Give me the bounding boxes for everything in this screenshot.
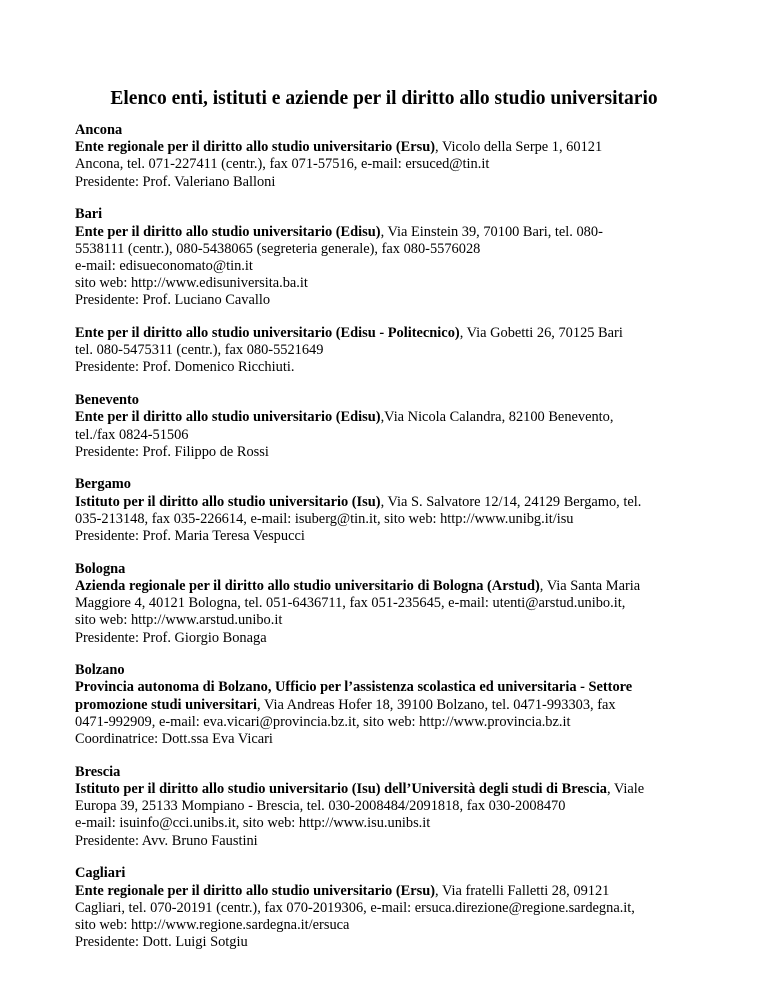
entry-line <box>75 679 715 696</box>
entry <box>75 122 715 191</box>
entry-line <box>75 764 715 781</box>
entry-line <box>75 612 715 629</box>
entry-line <box>75 865 715 882</box>
entry-bold-text: Bologna <box>75 560 126 577</box>
entry-text: , Via Santa Maria <box>539 577 641 594</box>
entry-line <box>75 174 715 191</box>
entry-line <box>75 561 715 578</box>
entry-line <box>75 325 715 342</box>
entry-text: Presidente: Prof. Domenico Ricchiuti. <box>75 359 295 376</box>
entry-line <box>75 342 715 359</box>
entry <box>75 392 715 461</box>
entry-line <box>75 714 715 731</box>
entry <box>75 561 715 647</box>
entry-text: sito web: http://www.edisuniversita.ba.it <box>75 275 308 292</box>
entry-bold-text: promozione studi universitari <box>75 696 258 713</box>
entry-text: Presidente: Prof. Filippo de Rossi <box>75 443 269 460</box>
entry-line <box>75 798 715 815</box>
page-title: Elenco enti, istituti e aziende per il diritto allo studio universitario <box>110 88 658 109</box>
entry-text: 5538111 (centr.), 080-5438065 (segreteria generale), fax 080-5576028 <box>75 240 481 257</box>
entry-bold-text: Ente per il diritto allo studio universitario (Edisu) <box>75 223 381 240</box>
entry-text: tel. 080-5475311 (centr.), fax 080-5521649 <box>75 342 324 359</box>
entry <box>75 764 715 850</box>
entry-line <box>75 444 715 461</box>
entry <box>75 662 715 748</box>
entry-bold-text: Ente regionale per il diritto allo studio universitario (Ersu) <box>75 139 436 156</box>
entry <box>75 206 715 309</box>
entry-line <box>75 122 715 139</box>
entry-line <box>75 258 715 275</box>
entry-line <box>75 731 715 748</box>
entry-line <box>75 139 715 156</box>
entry-line <box>75 578 715 595</box>
entry-bold-text: Ancona <box>75 122 123 138</box>
entry-line <box>75 241 715 258</box>
entry-line <box>75 815 715 832</box>
entry-line <box>75 392 715 409</box>
entry-text: Presidente: Prof. Valeriano Balloni <box>75 173 276 190</box>
entry-text: Presidente: Avv. Bruno Faustini <box>75 832 258 849</box>
entry-bold-text: Bergamo <box>75 476 131 493</box>
entry-text: Presidente: Prof. Maria Teresa Vespucci <box>75 528 305 545</box>
entry-line <box>75 494 715 511</box>
entry <box>75 865 715 951</box>
entry-line <box>75 900 715 917</box>
entry-text: Presidente: Dott. Luigi Sotgiu <box>75 934 248 951</box>
entry-bold-text: Ente per il diritto allo studio universitario (Edisu) <box>75 409 381 426</box>
entry-text: Europa 39, 25133 Mompiano - Brescia, tel. 030-2008484/2091818, fax 030-2008470 <box>75 798 566 815</box>
entry-text: 0471-992909, e-mail: eva.vicari@provincia.bz.it, sito web: http://www.provincia.bz.it <box>75 713 571 730</box>
entry-text: 035-213148, fax 035-226614, e-mail: isuberg@tin.it, sito web: http://www.unibg.it/isu <box>75 510 574 527</box>
entry-text: , Via fratelli Falletti 28, 09121 <box>435 882 610 899</box>
entry-line <box>75 275 715 292</box>
entry-line <box>75 359 715 376</box>
entry-text: , Via S. Salvatore 12/14, 24129 Bergamo, tel. <box>380 493 642 510</box>
entry-text: Presidente: Prof. Luciano Cavallo <box>75 292 271 309</box>
entry-line <box>75 206 715 223</box>
entry-line <box>75 292 715 309</box>
entry-line <box>75 630 715 647</box>
entry-bold-text: Cagliari <box>75 865 126 882</box>
entry-line <box>75 156 715 173</box>
entry-line <box>75 781 715 798</box>
entry-text: Coordinatrice: Dott.ssa Eva Vicari <box>75 731 273 748</box>
entry-bold-text: Benevento <box>75 392 139 409</box>
entry-text: Ancona, tel. 071-227411 (centr.), fax 071-57516, e-mail: ersuced@tin.it <box>75 156 490 173</box>
entry-line <box>75 511 715 528</box>
entry-text: , Via Gobetti 26, 70125 Bari <box>459 325 623 342</box>
entry-line <box>75 883 715 900</box>
entry-bold-text: Bari <box>75 206 103 223</box>
entry <box>75 476 715 545</box>
entry-bold-text: Bolzano <box>75 662 125 679</box>
entry-bold-text: Istituto per il diritto allo studio universitario (Isu) dell’Università degli studi di Brescia <box>75 781 607 797</box>
entries-list <box>75 122 715 967</box>
entry-text: , Vicolo della Serpe 1, 60121 <box>435 139 603 156</box>
entry-text: , Via Andreas Hofer 18, 39100 Bolzano, tel. 0471-993303, fax <box>257 696 616 713</box>
entry-line <box>75 697 715 714</box>
entry-bold-text: Azienda regionale per il diritto allo studio universitario di Bologna (Arstud) <box>75 577 540 594</box>
entry-line <box>75 528 715 545</box>
entry-text: sito web: http://www.regione.sardegna.it/ersuca <box>75 916 350 933</box>
entry-line <box>75 224 715 241</box>
entry-bold-text: Istituto per il diritto allo studio universitario (Isu) <box>75 493 381 510</box>
entry-bold-text: Ente regionale per il diritto allo studio universitario (Ersu) <box>75 882 436 899</box>
entry-line <box>75 917 715 934</box>
entry-text: , Via Einstein 39, 70100 Bari, tel. 080- <box>380 223 603 240</box>
entry-line <box>75 595 715 612</box>
entry-text: Presidente: Prof. Giorgio Bonaga <box>75 629 267 646</box>
entry-text: tel./fax 0824-51506 <box>75 426 189 443</box>
entry-line <box>75 409 715 426</box>
entry-line <box>75 476 715 493</box>
entry <box>75 325 715 377</box>
entry-text: sito web: http://www.arstud.unibo.it <box>75 612 283 629</box>
entry-bold-text: Ente per il diritto allo studio universitario (Edisu - Politecnico) <box>75 325 460 342</box>
entry-text: e-mail: edisueconomato@tin.it <box>75 257 253 274</box>
entry-text: Cagliari, tel. 070-20191 (centr.), fax 070-2019306, e-mail: ersuca.direzione@regione.sardegna.it, <box>75 899 635 916</box>
entry-line <box>75 934 715 951</box>
entry-line <box>75 427 715 444</box>
entry-bold-text: Brescia <box>75 763 121 780</box>
entry-text: Maggiore 4, 40121 Bologna, tel. 051-6436711, fax 051-235645, e-mail: utenti@arstud.unibo.it, <box>75 595 626 612</box>
entry-text: e-mail: isuinfo@cci.unibs.it, sito web: http://www.isu.unibs.it <box>75 815 431 832</box>
entry-bold-text: Provincia autonoma di Bolzano, Ufficio per l’assistenza scolastica ed universitaria - Settore <box>75 679 633 696</box>
entry-line <box>75 662 715 679</box>
entry-text: ,Via Nicola Calandra, 82100 Benevento, <box>380 409 614 426</box>
entry-text: , Viale <box>606 781 645 797</box>
entry-line <box>75 833 715 850</box>
